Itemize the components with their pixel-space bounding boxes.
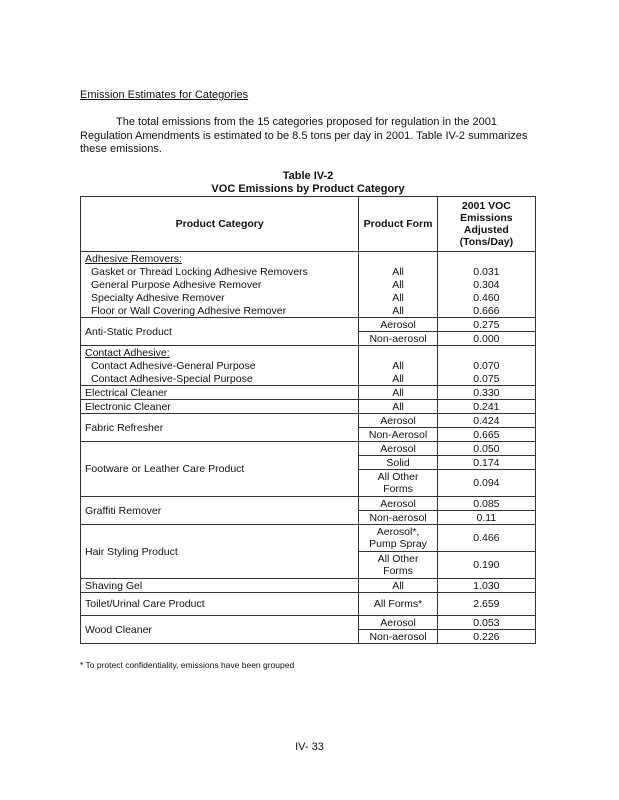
row-form: Non-Aerosol [359, 428, 437, 442]
table-footnote: * To protect confidentiality, emissions have been grouped [80, 660, 295, 670]
table-row [81, 346, 536, 360]
row-value: 0.460 [437, 291, 535, 304]
table-row [81, 400, 536, 414]
row-form: All [359, 372, 437, 386]
table-row [81, 318, 536, 332]
row-value: 0.070 [437, 359, 535, 372]
row-value: 0.275 [437, 318, 535, 332]
row-form: All [359, 579, 437, 593]
row-category-graffiti-remover: Graffiti Remover [81, 497, 359, 525]
row-form: Solid [359, 456, 437, 470]
table-row [81, 616, 536, 630]
row-value: 0.000 [437, 332, 535, 346]
table-row [81, 414, 536, 428]
row-category: Contact Adhesive-General Purpose [81, 359, 359, 372]
table-caption-title: VOC Emissions by Product Category [211, 183, 405, 195]
row-category: Gasket or Thread Locking Adhesive Removers [81, 265, 359, 278]
table-caption-number: Table IV-2 [282, 170, 334, 182]
row-category: General Purpose Adhesive Remover [81, 278, 359, 291]
row-value: 0.226 [437, 630, 535, 644]
row-form: Non-aerosol [359, 332, 437, 346]
row-form: All [359, 304, 437, 318]
row-form: Aerosol [359, 442, 437, 456]
row-value: 0.050 [437, 442, 535, 456]
row-form: All Other Forms [359, 552, 437, 579]
row-value: 0.665 [437, 428, 535, 442]
voc-emissions-table [80, 196, 536, 644]
row-form: Non-aerosol [359, 630, 437, 644]
row-category-wood-cleaner: Wood Cleaner [81, 616, 359, 644]
row-category: Contact Adhesive-Special Purpose [81, 372, 359, 386]
row-value: 0.085 [437, 497, 535, 511]
row-category-electronic-cleaner: Electronic Cleaner [81, 400, 359, 414]
group-title-contact-adhesive: Contact Adhesive: [81, 346, 359, 360]
row-value: 0.241 [437, 400, 535, 414]
table-row [81, 525, 536, 552]
table-row [81, 278, 536, 291]
row-form: Aerosol [359, 414, 437, 428]
header-voc-emissions: 2001 VOC Emissions Adjusted (Tons/Day) [437, 197, 535, 252]
table-row [81, 252, 536, 266]
row-category-footwear: Footware or Leather Care Product [81, 442, 359, 497]
row-category-shaving-gel: Shaving Gel [81, 579, 359, 593]
row-form: All Forms* [359, 593, 437, 616]
row-category-anti-static: Anti-Static Product [81, 318, 359, 346]
header-product-category: Product Category [81, 197, 359, 252]
row-form: Aerosol*, Pump Spray [359, 525, 437, 552]
row-form: Non-aerosol [359, 511, 437, 525]
table-row [81, 579, 536, 593]
table-row [81, 593, 536, 616]
row-form: All Other Forms [359, 470, 437, 497]
table-row [81, 497, 536, 511]
row-form: All [359, 400, 437, 414]
row-value: 0.304 [437, 278, 535, 291]
table-header-row [81, 197, 536, 252]
row-value: 2.659 [437, 593, 535, 616]
row-value: 0.330 [437, 386, 535, 400]
table-row [81, 442, 536, 456]
row-category-electrical-cleaner: Electrical Cleaner [81, 386, 359, 400]
row-value: 0.424 [437, 414, 535, 428]
table-row [81, 265, 536, 278]
row-category-toilet-urinal: Toilet/Urinal Care Product [81, 593, 359, 616]
table-row [81, 359, 536, 372]
row-form: Aerosol [359, 497, 437, 511]
row-value: 0.11 [437, 511, 535, 525]
row-category-fabric-refresher: Fabric Refresher [81, 414, 359, 442]
group-title-adhesive-removers: Adhesive Removers: [81, 252, 359, 266]
row-category-hair-styling: Hair Styling Product [81, 525, 359, 579]
row-form: All [359, 386, 437, 400]
table-row [81, 372, 536, 386]
row-value: 0.031 [437, 265, 535, 278]
row-value: 0.075 [437, 372, 535, 386]
row-form: Aerosol [359, 318, 437, 332]
row-value: 0.174 [437, 456, 535, 470]
intro-paragraph-text: The total emissions from the 15 categories proposed for regulation in the 2001 Regulation Amendments is estimated to be 8.5 tons per day in 2001. Table IV-2 summarizes these emissions. [80, 116, 528, 155]
row-value: 0.053 [437, 616, 535, 630]
row-form: All [359, 265, 437, 278]
page-number: IV- 33 [295, 741, 324, 753]
row-value: 0.094 [437, 470, 535, 497]
section-heading: Emission Estimates for Categories [80, 89, 249, 101]
table-row [81, 386, 536, 400]
row-category: Floor or Wall Covering Adhesive Remover [81, 304, 359, 318]
row-category: Specialty Adhesive Remover [81, 291, 359, 304]
row-form: All [359, 359, 437, 372]
row-value: 1.030 [437, 579, 535, 593]
intro-paragraph [80, 116, 540, 157]
row-value: 0.466 [437, 525, 535, 552]
row-form: Aerosol [359, 616, 437, 630]
table-row [81, 291, 536, 304]
table-row [81, 304, 536, 318]
row-value: 0.666 [437, 304, 535, 318]
row-value: 0.190 [437, 552, 535, 579]
row-form: All [359, 278, 437, 291]
header-product-form: Product Form [359, 197, 437, 252]
row-form: All [359, 291, 437, 304]
